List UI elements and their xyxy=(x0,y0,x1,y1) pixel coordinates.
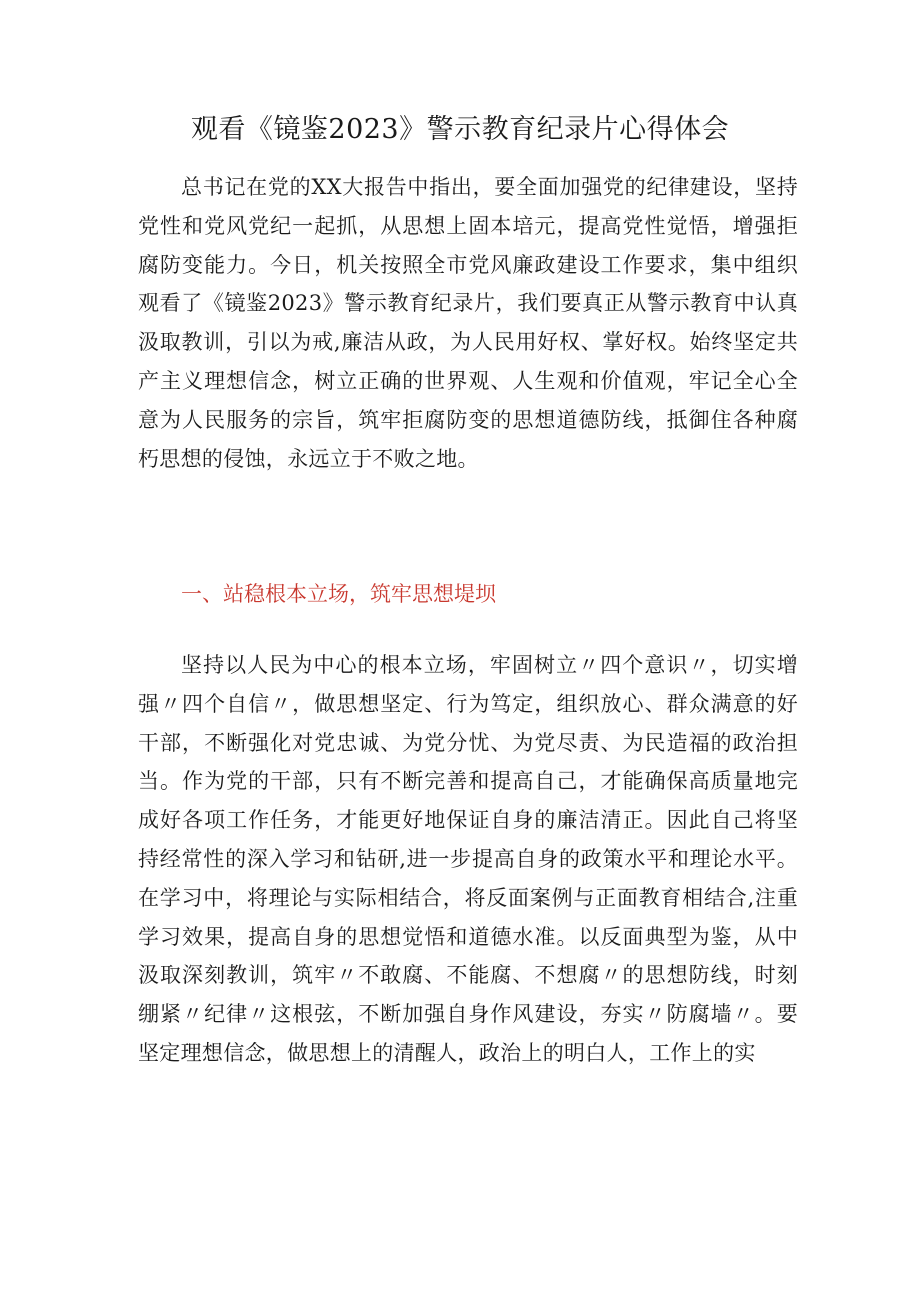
section-1-paragraph: 坚持以人民为中心的根本立场，牢固树立〃四个意识〃，切实增强〃四个自信〃，做思想坚定、行为笃定，组织放心、群众满意的好干部，不断强化对党忠诚、为党分忧、为党尽责、为民造福的政治担当。作为党的干部，只有不断完善和提高自己，才能确保高质量地完成好各项工作任务，才能更好地保证自身的廉洁清正。因此自己将坚持经常性的深入学习和钻研,进一步提高自身的政策水平和理论水平。在学习中，将理论与实际相结合，将反面案例与正面教育相结合,注重学习效果，提高自身的思想觉悟和道德水准。以反面典型为鉴，从中汲取深刻教训，筑牢〃不敢腐、不能腐、不想腐〃的思想防线，时刻绷紧〃纪律〃这根弦，不断加强自身作风建设，夯实〃防腐墙〃。要坚定理想信念，做思想上的清醒人，政治上的明白人，工作上的实 xyxy=(138,653,798,1065)
intro-paragraph: 总书记在党的XX大报告中指出，要全面加强党的纪律建设，坚持党性和党风党纪一起抓，从思想上固本培元，提高党性觉悟，增强拒腐防变能力。今日，机关按照全市党风廉政建设工作要求，集中组织观看了《镜鉴2023》警示教育纪录片，我们要真正从警示教育中认真汲取教训，引以为戒,廉洁从政，为人民用好权、掌好权。始终坚定共产主义理想信念，树立正确的世界观、人生观和价值观，牢记全心全意为人民服务的宗旨，筑牢拒腐防变的思想道德防线，抵御住各种腐朽思想的侵蚀，永远立于不败之地。 xyxy=(138,175,798,471)
section-1-heading: 一、站稳根本立场，筑牢思想堤坝 xyxy=(181,582,496,606)
document-title: 观看《镜鉴2023》警示教育纪录片心得体会 xyxy=(190,114,730,145)
